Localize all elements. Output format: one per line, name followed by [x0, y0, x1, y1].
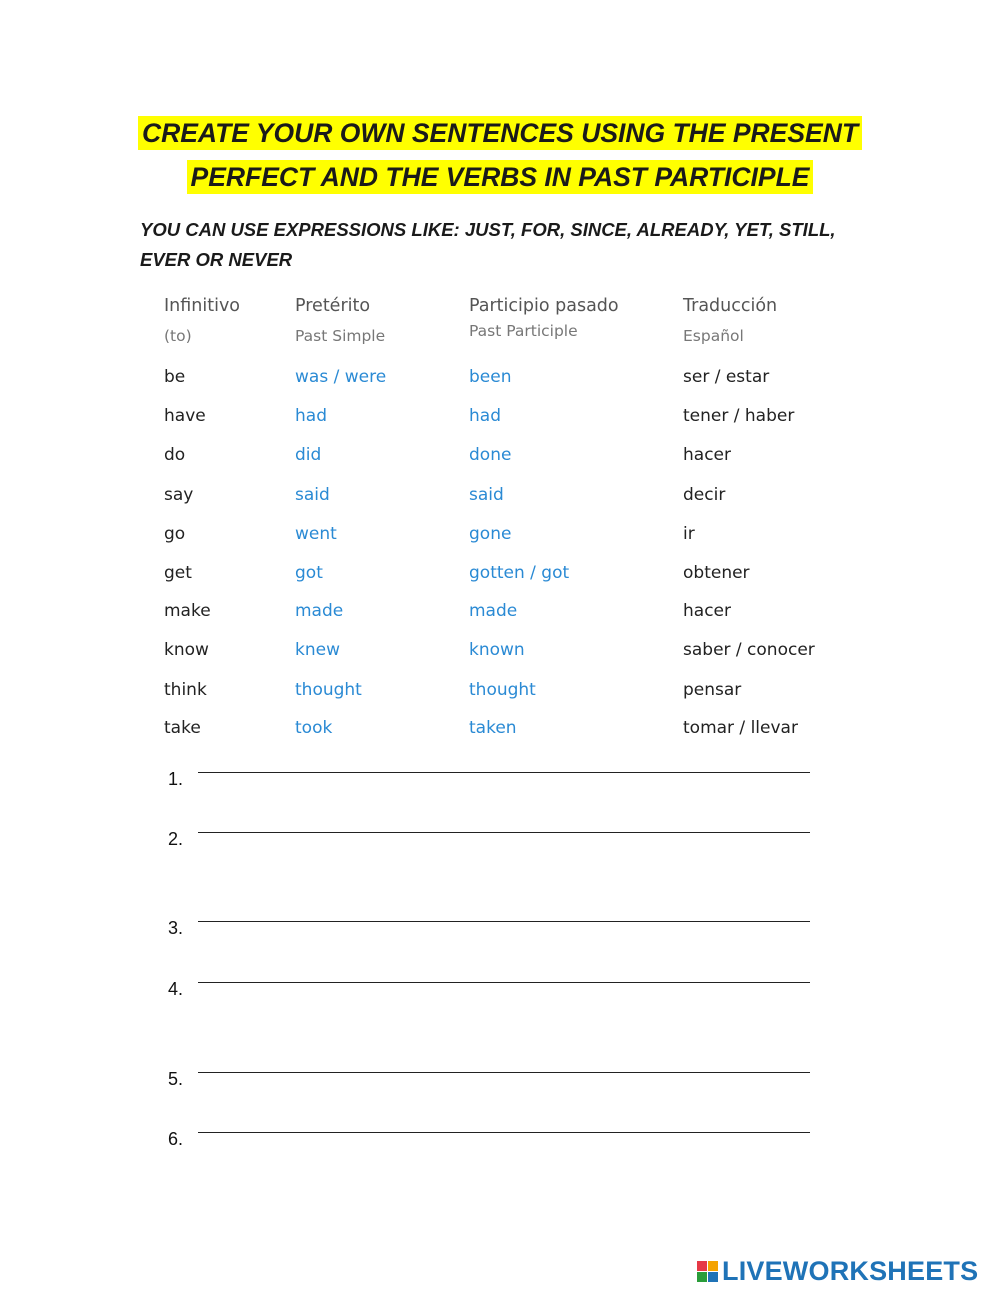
verb-past-simple: did [295, 445, 322, 465]
verb-past-participle: known [469, 640, 525, 660]
verb-infinitive: be [164, 367, 186, 387]
verb-infinitive: think [164, 680, 207, 700]
answer-line-5[interactable] [198, 1072, 810, 1073]
verb-past-participle: made [469, 601, 518, 621]
verb-past-participle: done [469, 445, 512, 465]
verb-infinitive: have [164, 406, 206, 426]
answer-number-1: 1. [168, 769, 184, 789]
verb-translation: obtener [683, 563, 750, 583]
verb-past-simple: went [295, 524, 337, 544]
verb-translation: decir [683, 485, 726, 505]
subheader-to: (to) [164, 327, 192, 345]
answer-line-4[interactable] [198, 982, 810, 983]
verb-past-participle: gone [469, 524, 512, 544]
verb-past-simple: got [295, 563, 323, 583]
header-infinitivo: Infinitivo [164, 296, 241, 316]
verb-past-participle: been [469, 367, 512, 387]
verb-past-simple: knew [295, 640, 340, 660]
answer-line-1[interactable] [198, 772, 810, 773]
answer-number-2: 2. [168, 829, 184, 849]
answer-number-5: 5. [168, 1069, 184, 1089]
verb-past-simple: thought [295, 680, 362, 700]
answer-line-6[interactable] [198, 1132, 810, 1133]
verb-past-simple: made [295, 601, 344, 621]
header-participio: Participio pasado [469, 296, 619, 316]
answer-line-3[interactable] [198, 921, 810, 922]
liveworksheets-logo [697, 1255, 978, 1287]
verb-translation: tomar / llevar [683, 718, 798, 738]
instructions-line1: YOU CAN USE EXPRESSIONS LIKE: JUST, FOR, SINCE, ALREADY, YET, STILL, [140, 219, 836, 240]
verb-past-participle: taken [469, 718, 517, 738]
verb-past-simple: had [295, 406, 327, 426]
logo-text: LIVEWORKSHEETS [722, 1255, 979, 1286]
instructions-line2: EVER OR NEVER [140, 249, 293, 270]
verb-infinitive: get [164, 563, 192, 583]
header-traduccion: Traducción [683, 296, 778, 316]
verb-infinitive: go [164, 524, 186, 544]
instructions [140, 215, 840, 275]
verb-translation: ir [683, 524, 695, 544]
verb-infinitive: know [164, 640, 209, 660]
verb-translation: pensar [683, 680, 742, 700]
verb-infinitive: do [164, 445, 186, 465]
verb-infinitive: say [164, 485, 194, 505]
subheader-espanol: Español [683, 327, 744, 345]
verb-translation: saber / conocer [683, 640, 815, 660]
answer-number-3: 3. [168, 918, 184, 938]
logo-mark-icon [697, 1261, 718, 1282]
verb-translation: hacer [683, 601, 731, 621]
verb-past-simple: said [295, 485, 330, 505]
verb-translation: ser / estar [683, 367, 770, 387]
worksheet-title-line1: CREATE YOUR OWN SENTENCES USING THE PRESENT [0, 118, 1000, 149]
worksheet-title-line2: PERFECT AND THE VERBS IN PAST PARTICIPLE [0, 162, 1000, 193]
answer-number-6: 6. [168, 1129, 184, 1149]
verb-past-participle: thought [469, 680, 536, 700]
verb-translation: tener / haber [683, 406, 795, 426]
verb-infinitive: make [164, 601, 211, 621]
verb-past-participle: gotten / got [469, 563, 570, 583]
verb-past-participle: had [469, 406, 501, 426]
verb-infinitive: take [164, 718, 201, 738]
verb-past-simple: was / were [295, 367, 387, 387]
answer-line-2[interactable] [198, 832, 810, 833]
verb-translation: hacer [683, 445, 731, 465]
subheader-past-simple: Past Simple [295, 327, 386, 345]
verb-past-simple: took [295, 718, 333, 738]
verb-past-participle: said [469, 485, 504, 505]
header-preterito: Pretérito [295, 296, 371, 316]
answer-number-4: 4. [168, 979, 184, 999]
subheader-past-participle: Past Participle [469, 322, 578, 340]
